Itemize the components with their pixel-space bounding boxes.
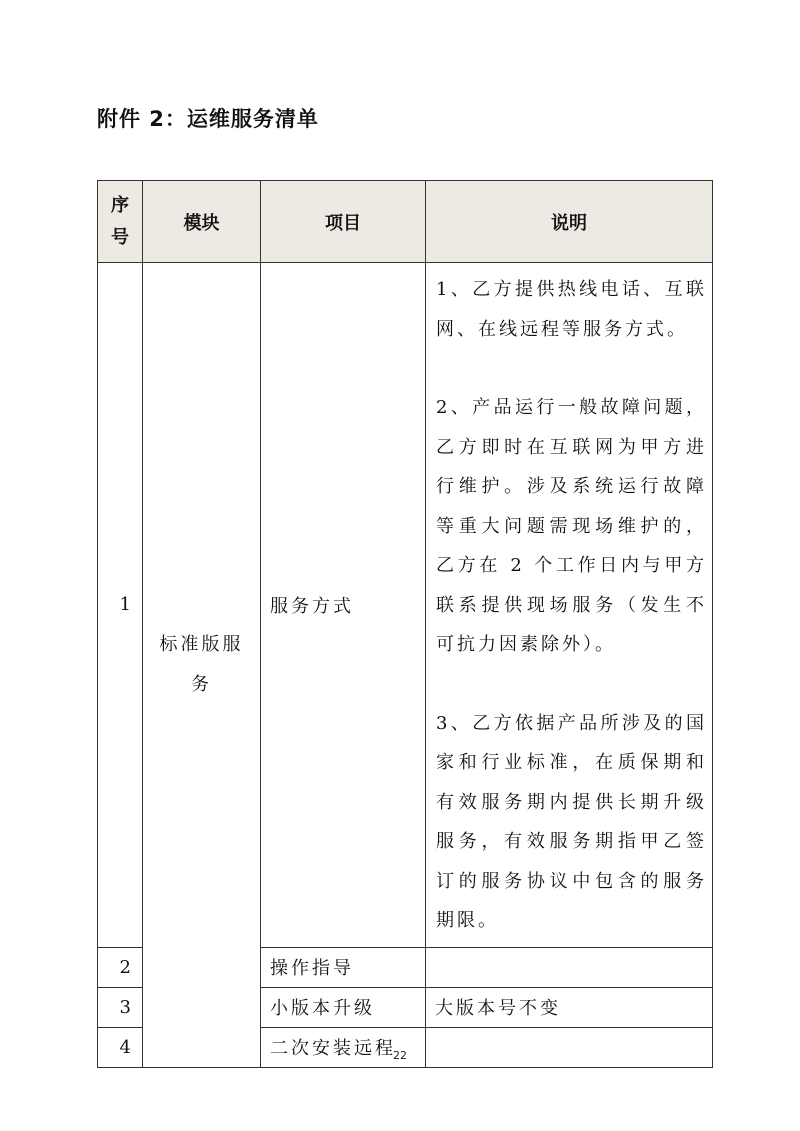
row-desc bbox=[426, 263, 713, 948]
module-name-line1: 标准版服 bbox=[159, 633, 244, 655]
header-desc: 说明 bbox=[426, 181, 713, 263]
header-seq-line1: 序 bbox=[111, 194, 129, 216]
row-item: 服务方式 bbox=[261, 263, 426, 948]
header-module: 模块 bbox=[143, 181, 261, 263]
header-seq bbox=[98, 181, 143, 263]
module-cell bbox=[143, 263, 261, 1068]
row-seq: 1 bbox=[98, 263, 143, 948]
row-desc: 大版本号不变 bbox=[426, 987, 713, 1027]
service-list-table bbox=[97, 180, 713, 1068]
row-item: 操作指导 bbox=[261, 947, 426, 987]
row-seq: 2 bbox=[98, 947, 143, 987]
header-seq-line2: 号 bbox=[111, 226, 129, 248]
desc-paragraph-3: 3、乙方依据产品所涉及的国家和行业标准，在质保期和有效服务期内提供长期升级服务，有效服务期指甲乙签订的服务协议中包含的服务期限。 bbox=[436, 712, 707, 931]
table-row bbox=[98, 263, 713, 948]
page-number: 22 bbox=[393, 1049, 407, 1062]
row-desc bbox=[426, 947, 713, 987]
desc-paragraph-2: 2、产品运行一般故障问题，乙方即时在互联网为甲方进行维护。涉及系统运行故障等重大问题需现场维护的，乙方在 2 个工作日内与甲方联系提供现场服务（发生不可抗力因素除外）。 bbox=[436, 397, 707, 655]
header-item: 项目 bbox=[261, 181, 426, 263]
row-seq: 3 bbox=[98, 987, 143, 1027]
row-item: 小版本升级 bbox=[261, 987, 426, 1027]
module-name-line2: 务 bbox=[191, 673, 212, 695]
page-title: 附件 2：运维服务清单 bbox=[97, 107, 319, 131]
row-seq: 4 bbox=[98, 1027, 143, 1067]
desc-paragraph-1: 1、乙方提供热线电话、互联网、在线远程等服务方式。 bbox=[436, 279, 707, 340]
table-header-row bbox=[98, 181, 713, 263]
row-item: 二次安装远程 bbox=[261, 1027, 426, 1067]
